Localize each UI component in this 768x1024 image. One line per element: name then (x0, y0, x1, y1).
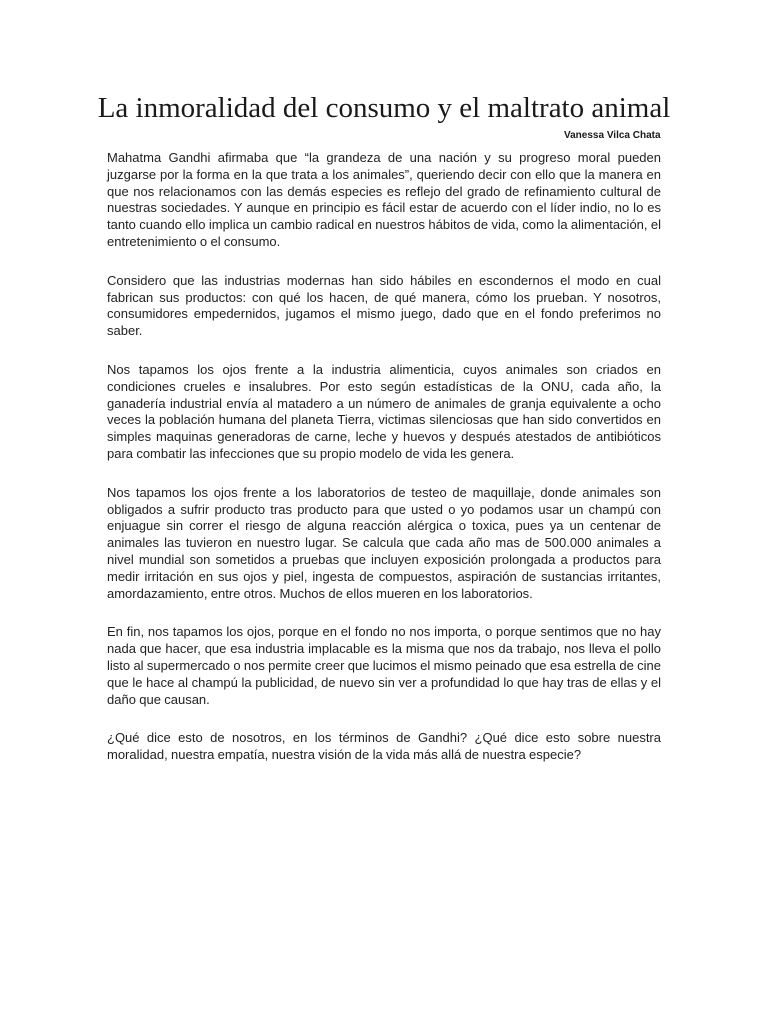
paragraph-gandhi-quote: Mahatma Gandhi afirmaba que “la grandeza de una nación y su progreso moral pueden juzgarse por la forma en la que trata a los animales”, queriendo decir con ello que la manera en que nos relacionamos con las demás especies es reflejo del grado de refinamiento cultural de nuestras sociedades. Y aunque en principio es fácil estar de acuerdo con el líder indio, no lo es tanto cuando ello implica un cambio radical en nuestros hábitos de vida, como la alimentación, el entretenimiento o el consumo. (107, 150, 661, 249)
author-name: Vanessa Vilca Chata (564, 130, 661, 141)
paragraph-indifference: En fin, nos tapamos los ojos, porque en el fondo no nos importa, o porque sentimos que no hay nada que hacer, que esa industria implacable es la misma que nos da trabajo, nos lleva el pollo listo al supermercado o nos permite creer que lucimos el mismo peinado que esa estrella de cine que le hace al champú la publicidad, de nuevo sin ver a profundidad lo que hay tras de ellas y el daño que causan. (107, 624, 661, 707)
paragraph-cosmetics-testing: Nos tapamos los ojos frente a los laboratorios de testeo de maquillaje, donde animales son obligados a sufrir producto tras producto para que usted o yo podamos usar un champú con enjuague sin correr el riesgo de alguna reacción alérgica o toxica, pues ya un centenar de animales las tuvieron en nuestro lugar. Se calcula que cada año mas de 500.000 animales a nivel mundial son sometidos a pruebas que incluyen exposición prolongada a productos para medir irritación en sus ojos y piel, ingesta de compuestos, aspiración de sustancias irritantes, amordazamiento, entre otros. Muchos de ellos mueren en los laboratorios. (107, 484, 661, 601)
document-title: La inmoralidad del consumo y el maltrato animal (97, 92, 671, 124)
paragraph-industries: Considero que las industrias modernas han sido hábiles en escondernos el modo en cual fabrican sus productos: con qué los hacen, de qué manera, cómo los prueban. Y nosotros, consumidores empedernidos, jugamos el mismo juego, dado que en el fondo preferimos no saber. (107, 272, 661, 339)
paragraph-food-industry: Nos tapamos los ojos frente a la industria alimenticia, cuyos animales son criados en condiciones crueles e insalubres. Por esto según estadísticas de la ONU, cada año, la ganadería industrial envía al matadero a un número de animales de granja equivalente a ocho veces la población humana del planeta Tierra, victimas silenciosas que han sido convertidos en simples maquinas generadoras de carne, leche y huevos y después atestados de antibióticos para combatir las infecciones que su propio modelo de vida les genera. (107, 361, 661, 461)
document-body (107, 150, 661, 786)
paragraph-closing-questions: ¿Qué dice esto de nosotros, en los términos de Gandhi? ¿Qué dice esto sobre nuestra moralidad, nuestra empatía, nuestra visión de la vida más allá de nuestra especie? (107, 730, 661, 763)
